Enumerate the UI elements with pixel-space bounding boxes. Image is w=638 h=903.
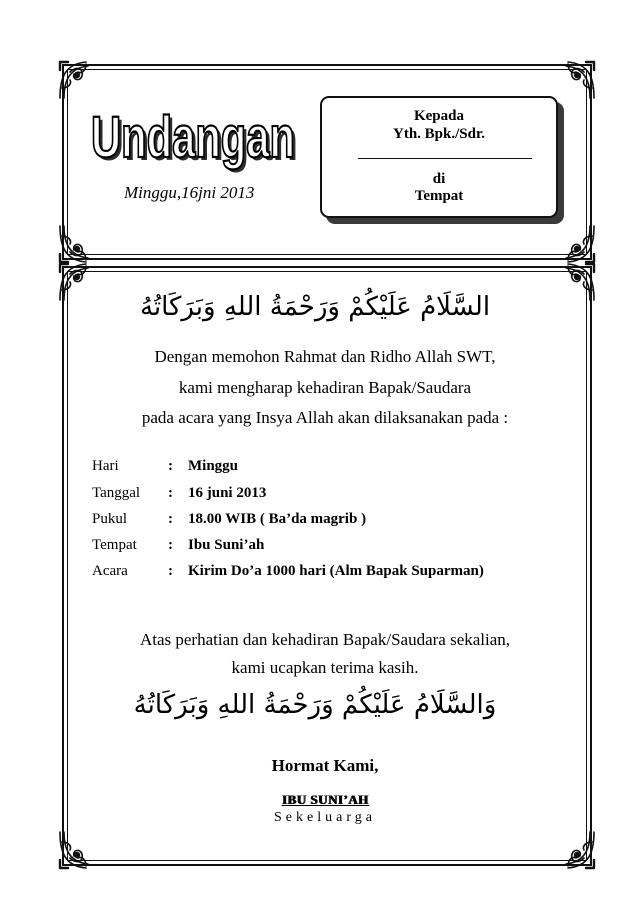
detail-label: Tanggal (92, 485, 141, 501)
address-name-blank (358, 158, 532, 159)
detail-value: Kirim Do’a 1000 hari (Alm Bapak Suparman) (188, 563, 484, 579)
host-name: IBU SUNI’AH (281, 792, 369, 807)
detail-value: Ibu Suni’ah (188, 537, 265, 553)
intro-line: pada acara yang Insya Allah akan dilaksanakan pada : (141, 408, 509, 427)
invitation-title (88, 96, 308, 176)
detail-value: Minggu (188, 458, 239, 474)
arabic-greeting-opening: السَّلَامُ عَلَيْكُمْ وَرَحْمَةُ اللهِ وَبَرَكَاتُهُ (139, 292, 491, 322)
detail-separator: : (168, 511, 173, 527)
detail-label: Acara (92, 563, 128, 579)
svg-text:Undangan: Undangan (94, 108, 298, 173)
detail-value: 16 juni 2013 (188, 485, 267, 501)
closing-line: Atas perhatian dan kehadiran Bapak/Saudara sekalian, (139, 630, 511, 649)
address-place: Tempat (414, 188, 464, 204)
address-honorific: Yth. Bpk./Sdr. (393, 126, 485, 142)
arabic-greeting-closing: وَالسَّلَامُ عَلَيْكُمْ وَرَحْمَةُ اللهِ وَبَرَكَاتُهُ (133, 690, 497, 720)
detail-label: Tempat (92, 537, 137, 553)
svg-text:Undangan: Undangan (91, 105, 295, 170)
address-box (320, 96, 558, 218)
detail-separator: : (168, 485, 173, 501)
detail-value: 18.00 WIB ( Ba’da magrib ) (188, 511, 367, 527)
ornament-corner-icon (56, 828, 100, 872)
ornament-corner-icon (554, 260, 598, 304)
address-to-label: Kepada (413, 108, 464, 124)
intro-line: Dengan memohon Rahmat dan Ridho Allah SWT, (154, 347, 496, 366)
ornament-corner-icon (554, 58, 598, 102)
closing-line: kami ucapkan terima kasih. (231, 658, 419, 677)
address-at-label: di (432, 171, 446, 187)
sign-off-greeting: Hormat Kami, (271, 756, 379, 775)
detail-separator: : (168, 563, 173, 579)
event-date: Minggu,16jni 2013 (124, 183, 255, 202)
detail-separator: : (168, 537, 173, 553)
detail-label: Pukul (92, 511, 128, 527)
host-family: Sekeluarga (274, 810, 376, 825)
ornament-corner-icon (554, 828, 598, 872)
detail-separator: : (168, 458, 173, 474)
detail-label: Hari (92, 458, 119, 474)
intro-line: kami mengharap kehadiran Bapak/Saudara (178, 378, 472, 397)
